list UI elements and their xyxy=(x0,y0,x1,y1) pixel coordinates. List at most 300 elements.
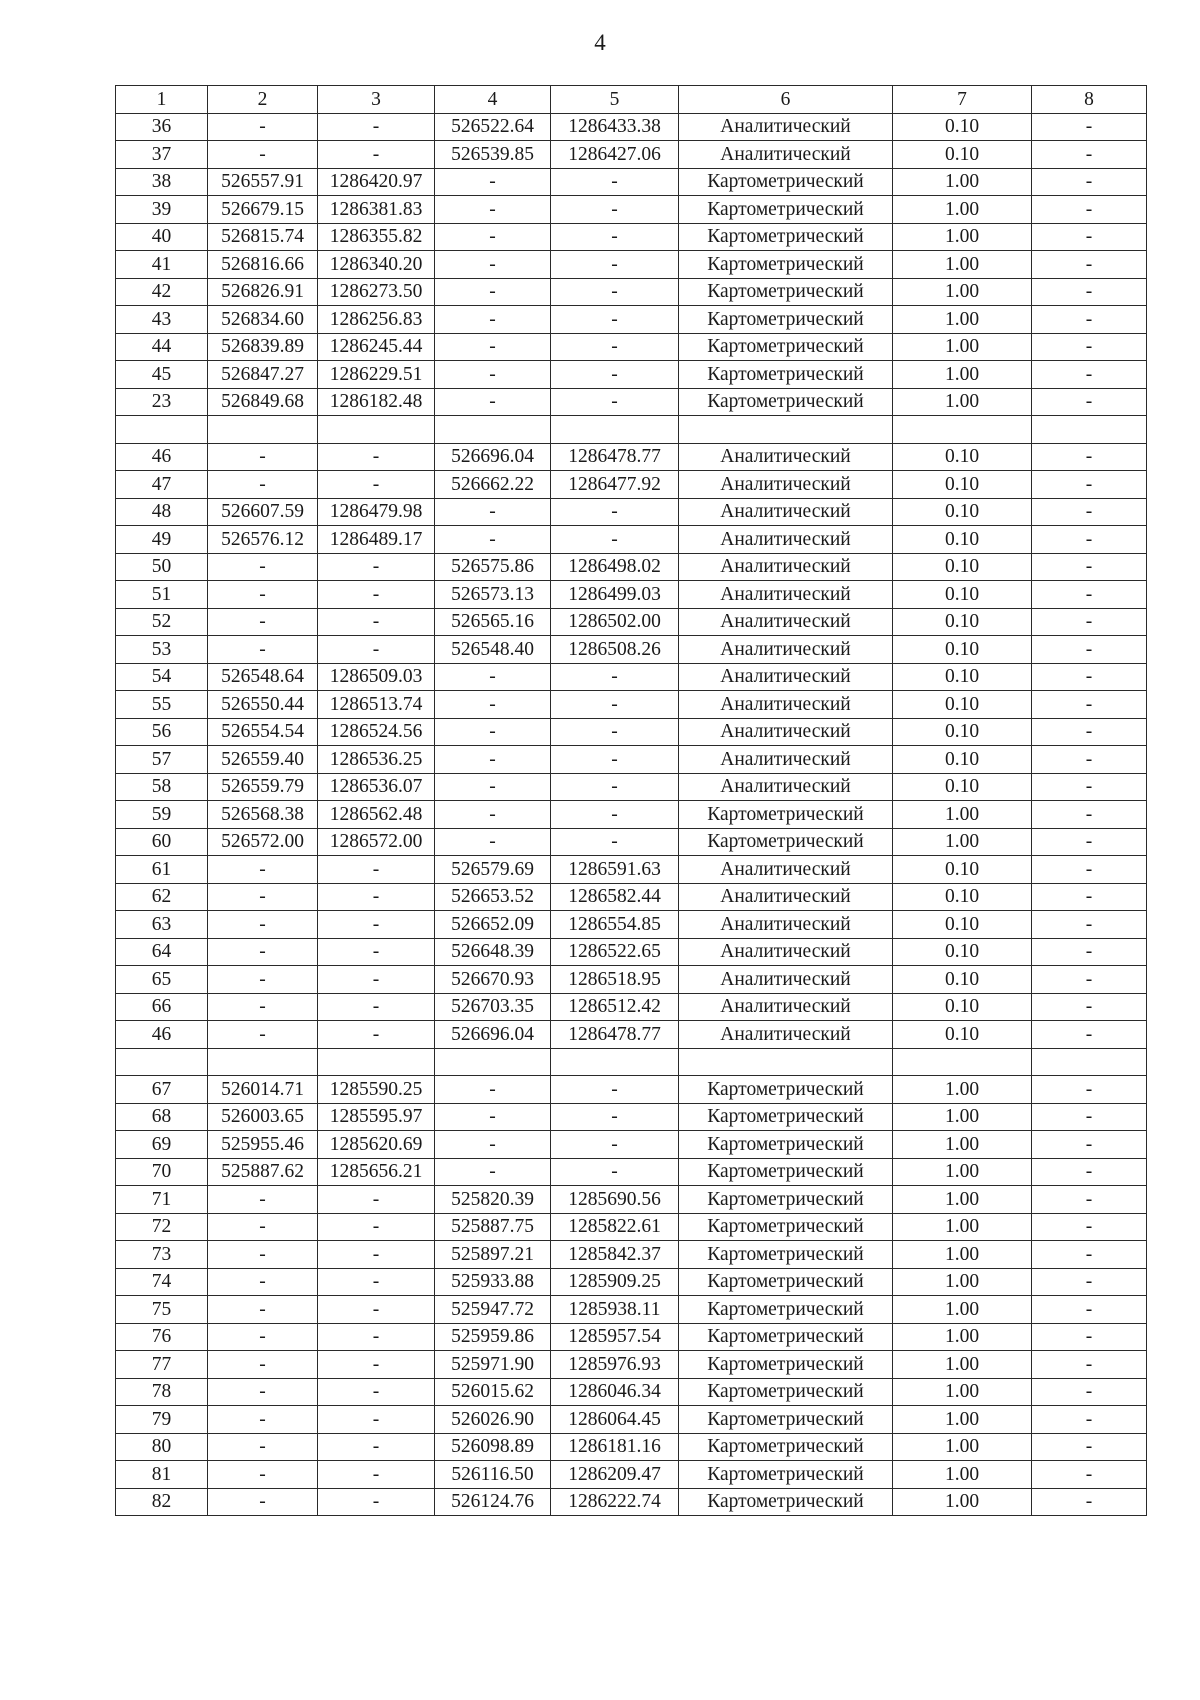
method-cell: Картометрический xyxy=(679,278,893,306)
point-number-cell: 41 xyxy=(116,251,208,279)
table-row xyxy=(116,416,1147,444)
description-cell: - xyxy=(1032,1433,1147,1461)
point-number-cell: 78 xyxy=(116,1378,208,1406)
existing-y-cell: 1286513.74 xyxy=(318,691,435,719)
accuracy-cell: 0.10 xyxy=(893,746,1032,774)
method-cell: Картометрический xyxy=(679,1296,893,1324)
point-number-cell: 40 xyxy=(116,223,208,251)
new-x-cell: 526670.93 xyxy=(435,966,551,994)
existing-y-cell: - xyxy=(318,1433,435,1461)
accuracy-cell: 1.00 xyxy=(893,1268,1032,1296)
existing-x-cell: - xyxy=(208,966,318,994)
new-y-cell: 1286427.06 xyxy=(551,141,679,169)
method-cell: Аналитический xyxy=(679,1021,893,1049)
existing-x-cell: - xyxy=(208,1186,318,1214)
new-y-cell: 1285690.56 xyxy=(551,1186,679,1214)
existing-x-cell: - xyxy=(208,608,318,636)
existing-y-cell: 1286355.82 xyxy=(318,223,435,251)
new-x-cell: 525933.88 xyxy=(435,1268,551,1296)
table-row xyxy=(116,498,1147,526)
column-header: 5 xyxy=(551,86,679,114)
new-y-cell: 1286222.74 xyxy=(551,1488,679,1516)
new-x-cell: - xyxy=(435,498,551,526)
description-cell: - xyxy=(1032,746,1147,774)
point-number-cell: 42 xyxy=(116,278,208,306)
existing-x-cell xyxy=(208,416,318,444)
description-cell: - xyxy=(1032,1103,1147,1131)
accuracy-cell xyxy=(893,1048,1032,1076)
existing-x-cell: - xyxy=(208,1021,318,1049)
point-number-cell: 61 xyxy=(116,856,208,884)
new-y-cell: - xyxy=(551,306,679,334)
existing-x-cell: 526554.54 xyxy=(208,718,318,746)
new-y-cell: - xyxy=(551,691,679,719)
new-x-cell: - xyxy=(435,773,551,801)
new-x-cell: - xyxy=(435,801,551,829)
table-row xyxy=(116,718,1147,746)
new-x-cell: 526026.90 xyxy=(435,1406,551,1434)
table-row xyxy=(116,1461,1147,1489)
point-number-cell: 82 xyxy=(116,1488,208,1516)
description-cell: - xyxy=(1032,883,1147,911)
existing-y-cell: 1286536.25 xyxy=(318,746,435,774)
new-x-cell: - xyxy=(435,526,551,554)
existing-y-cell: 1286536.07 xyxy=(318,773,435,801)
existing-y-cell: 1286256.83 xyxy=(318,306,435,334)
existing-x-cell: 526679.15 xyxy=(208,196,318,224)
existing-y-cell: 1286524.56 xyxy=(318,718,435,746)
new-y-cell: 1286181.16 xyxy=(551,1433,679,1461)
new-x-cell: 525897.21 xyxy=(435,1241,551,1269)
description-cell: - xyxy=(1032,526,1147,554)
new-x-cell: 526116.50 xyxy=(435,1461,551,1489)
new-x-cell xyxy=(435,416,551,444)
method-cell: Аналитический xyxy=(679,636,893,664)
point-number-cell: 63 xyxy=(116,911,208,939)
table-row xyxy=(116,938,1147,966)
point-number-cell: 46 xyxy=(116,1021,208,1049)
new-y-cell: - xyxy=(551,1076,679,1104)
method-cell: Картометрический xyxy=(679,1378,893,1406)
point-number-cell: 55 xyxy=(116,691,208,719)
accuracy-cell: 0.10 xyxy=(893,966,1032,994)
new-x-cell: - xyxy=(435,196,551,224)
existing-y-cell: - xyxy=(318,1213,435,1241)
point-number-cell: 67 xyxy=(116,1076,208,1104)
point-number-cell: 53 xyxy=(116,636,208,664)
new-y-cell: - xyxy=(551,361,679,389)
existing-x-cell: - xyxy=(208,993,318,1021)
method-cell: Картометрический xyxy=(679,388,893,416)
new-y-cell: - xyxy=(551,168,679,196)
existing-y-cell: - xyxy=(318,883,435,911)
accuracy-cell: 1.00 xyxy=(893,1406,1032,1434)
new-y-cell: 1286477.92 xyxy=(551,471,679,499)
description-cell: - xyxy=(1032,1131,1147,1159)
new-x-cell: - xyxy=(435,663,551,691)
new-y-cell: 1286591.63 xyxy=(551,856,679,884)
method-cell: Картометрический xyxy=(679,801,893,829)
accuracy-cell: 0.10 xyxy=(893,443,1032,471)
existing-y-cell: 1286562.48 xyxy=(318,801,435,829)
description-cell: - xyxy=(1032,636,1147,664)
table-row xyxy=(116,966,1147,994)
description-cell: - xyxy=(1032,1213,1147,1241)
point-number-cell: 62 xyxy=(116,883,208,911)
method-cell: Аналитический xyxy=(679,663,893,691)
new-x-cell: 525947.72 xyxy=(435,1296,551,1324)
description-cell: - xyxy=(1032,691,1147,719)
accuracy-cell: 0.10 xyxy=(893,993,1032,1021)
method-cell: Картометрический xyxy=(679,361,893,389)
description-cell: - xyxy=(1032,113,1147,141)
accuracy-cell: 0.10 xyxy=(893,718,1032,746)
existing-y-cell xyxy=(318,416,435,444)
new-y-cell: - xyxy=(551,828,679,856)
new-y-cell xyxy=(551,1048,679,1076)
new-y-cell xyxy=(551,416,679,444)
method-cell: Картометрический xyxy=(679,1351,893,1379)
point-number-cell: 52 xyxy=(116,608,208,636)
description-cell: - xyxy=(1032,663,1147,691)
existing-y-cell: - xyxy=(318,113,435,141)
table-row xyxy=(116,526,1147,554)
point-number-cell: 36 xyxy=(116,113,208,141)
point-number-cell: 37 xyxy=(116,141,208,169)
new-x-cell: 525959.86 xyxy=(435,1323,551,1351)
description-cell: - xyxy=(1032,1268,1147,1296)
new-x-cell: - xyxy=(435,1158,551,1186)
accuracy-cell: 1.00 xyxy=(893,333,1032,361)
new-x-cell: - xyxy=(435,1076,551,1104)
table-row xyxy=(116,1488,1147,1516)
description-cell: - xyxy=(1032,911,1147,939)
existing-x-cell: - xyxy=(208,1268,318,1296)
point-number-cell: 47 xyxy=(116,471,208,499)
new-y-cell: - xyxy=(551,278,679,306)
column-header: 7 xyxy=(893,86,1032,114)
method-cell: Аналитический xyxy=(679,553,893,581)
existing-y-cell: 1286229.51 xyxy=(318,361,435,389)
existing-x-cell: - xyxy=(208,938,318,966)
description-cell: - xyxy=(1032,856,1147,884)
method-cell: Аналитический xyxy=(679,498,893,526)
new-y-cell: 1285976.93 xyxy=(551,1351,679,1379)
description-cell: - xyxy=(1032,471,1147,499)
accuracy-cell: 0.10 xyxy=(893,608,1032,636)
accuracy-cell: 1.00 xyxy=(893,1131,1032,1159)
description-cell: - xyxy=(1032,553,1147,581)
new-x-cell: - xyxy=(435,746,551,774)
existing-y-cell: - xyxy=(318,938,435,966)
new-y-cell: 1285822.61 xyxy=(551,1213,679,1241)
existing-x-cell xyxy=(208,1048,318,1076)
existing-x-cell: - xyxy=(208,471,318,499)
table-row xyxy=(116,1351,1147,1379)
existing-x-cell: 526826.91 xyxy=(208,278,318,306)
new-x-cell: - xyxy=(435,691,551,719)
existing-y-cell: - xyxy=(318,1351,435,1379)
method-cell: Картометрический xyxy=(679,1406,893,1434)
new-x-cell: 526696.04 xyxy=(435,1021,551,1049)
existing-y-cell: - xyxy=(318,911,435,939)
point-number-cell: 38 xyxy=(116,168,208,196)
point-number-cell: 68 xyxy=(116,1103,208,1131)
point-number-cell: 50 xyxy=(116,553,208,581)
point-number-cell: 70 xyxy=(116,1158,208,1186)
method-cell: Картометрический xyxy=(679,1433,893,1461)
column-header: 3 xyxy=(318,86,435,114)
existing-y-cell: - xyxy=(318,1241,435,1269)
point-number-cell: 56 xyxy=(116,718,208,746)
description-cell: - xyxy=(1032,361,1147,389)
existing-x-cell: - xyxy=(208,553,318,581)
accuracy-cell: 1.00 xyxy=(893,1378,1032,1406)
existing-x-cell: - xyxy=(208,1213,318,1241)
new-y-cell: 1286508.26 xyxy=(551,636,679,664)
point-number-cell: 65 xyxy=(116,966,208,994)
accuracy-cell: 1.00 xyxy=(893,1186,1032,1214)
existing-x-cell: 526839.89 xyxy=(208,333,318,361)
point-number-cell xyxy=(116,1048,208,1076)
existing-x-cell: 526834.60 xyxy=(208,306,318,334)
method-cell: Картометрический xyxy=(679,223,893,251)
existing-y-cell: - xyxy=(318,993,435,1021)
existing-x-cell: 526557.91 xyxy=(208,168,318,196)
new-x-cell: - xyxy=(435,306,551,334)
table-row xyxy=(116,251,1147,279)
new-x-cell: 526015.62 xyxy=(435,1378,551,1406)
table-row xyxy=(116,141,1147,169)
method-cell: Картометрический xyxy=(679,168,893,196)
new-y-cell: - xyxy=(551,333,679,361)
accuracy-cell: 0.10 xyxy=(893,113,1032,141)
point-number-cell: 59 xyxy=(116,801,208,829)
new-y-cell: 1286209.47 xyxy=(551,1461,679,1489)
existing-y-cell: 1285656.21 xyxy=(318,1158,435,1186)
accuracy-cell: 1.00 xyxy=(893,1461,1032,1489)
method-cell: Аналитический xyxy=(679,608,893,636)
accuracy-cell: 1.00 xyxy=(893,828,1032,856)
new-x-cell: - xyxy=(435,388,551,416)
new-x-cell: 525887.75 xyxy=(435,1213,551,1241)
point-number-cell: 54 xyxy=(116,663,208,691)
description-cell: - xyxy=(1032,1351,1147,1379)
point-number-cell: 39 xyxy=(116,196,208,224)
new-x-cell: 526539.85 xyxy=(435,141,551,169)
existing-x-cell: - xyxy=(208,1296,318,1324)
new-y-cell: 1285909.25 xyxy=(551,1268,679,1296)
header-row xyxy=(116,86,1147,114)
new-x-cell: 526522.64 xyxy=(435,113,551,141)
new-x-cell: 526662.22 xyxy=(435,471,551,499)
new-y-cell: - xyxy=(551,1158,679,1186)
point-number-cell: 73 xyxy=(116,1241,208,1269)
table-row xyxy=(116,1433,1147,1461)
table-row xyxy=(116,608,1147,636)
accuracy-cell: 1.00 xyxy=(893,1433,1032,1461)
accuracy-cell: 1.00 xyxy=(893,168,1032,196)
method-cell: Картометрический xyxy=(679,1158,893,1186)
point-number-cell: 45 xyxy=(116,361,208,389)
table-body xyxy=(116,113,1147,1516)
new-y-cell: - xyxy=(551,773,679,801)
column-header: 6 xyxy=(679,86,893,114)
existing-y-cell: - xyxy=(318,636,435,664)
existing-x-cell: - xyxy=(208,1351,318,1379)
accuracy-cell: 0.10 xyxy=(893,773,1032,801)
method-cell xyxy=(679,1048,893,1076)
description-cell: - xyxy=(1032,1488,1147,1516)
existing-y-cell: - xyxy=(318,1268,435,1296)
new-x-cell: - xyxy=(435,278,551,306)
table-row xyxy=(116,1158,1147,1186)
table-row xyxy=(116,223,1147,251)
accuracy-cell: 1.00 xyxy=(893,251,1032,279)
description-cell: - xyxy=(1032,828,1147,856)
existing-y-cell: - xyxy=(318,1488,435,1516)
column-header: 1 xyxy=(116,86,208,114)
table-row xyxy=(116,168,1147,196)
description-cell: - xyxy=(1032,1076,1147,1104)
new-x-cell: - xyxy=(435,828,551,856)
existing-x-cell: 526014.71 xyxy=(208,1076,318,1104)
method-cell: Картометрический xyxy=(679,306,893,334)
point-number-cell: 80 xyxy=(116,1433,208,1461)
new-x-cell: 526575.86 xyxy=(435,553,551,581)
accuracy-cell: 0.10 xyxy=(893,498,1032,526)
point-number-cell: 44 xyxy=(116,333,208,361)
method-cell: Картометрический xyxy=(679,196,893,224)
point-number-cell xyxy=(116,416,208,444)
accuracy-cell: 1.00 xyxy=(893,1241,1032,1269)
method-cell: Картометрический xyxy=(679,333,893,361)
existing-x-cell: - xyxy=(208,911,318,939)
method-cell: Аналитический xyxy=(679,526,893,554)
existing-y-cell: - xyxy=(318,1323,435,1351)
existing-x-cell: - xyxy=(208,1378,318,1406)
description-cell: - xyxy=(1032,1323,1147,1351)
table-row xyxy=(116,443,1147,471)
existing-x-cell: 526847.27 xyxy=(208,361,318,389)
new-x-cell: 526579.69 xyxy=(435,856,551,884)
coordinates-table xyxy=(115,85,1147,1516)
new-x-cell: 526696.04 xyxy=(435,443,551,471)
method-cell: Аналитический xyxy=(679,443,893,471)
description-cell: - xyxy=(1032,1158,1147,1186)
method-cell: Аналитический xyxy=(679,471,893,499)
new-y-cell: 1286554.85 xyxy=(551,911,679,939)
table-row xyxy=(116,1406,1147,1434)
existing-x-cell: 526815.74 xyxy=(208,223,318,251)
method-cell: Картометрический xyxy=(679,1186,893,1214)
description-cell: - xyxy=(1032,251,1147,279)
description-cell: - xyxy=(1032,1461,1147,1489)
description-cell: - xyxy=(1032,498,1147,526)
method-cell: Картометрический xyxy=(679,1131,893,1159)
existing-y-cell: - xyxy=(318,1021,435,1049)
existing-y-cell: 1286509.03 xyxy=(318,663,435,691)
table-row xyxy=(116,911,1147,939)
method-cell xyxy=(679,416,893,444)
page-number: 4 xyxy=(594,30,606,55)
description-cell xyxy=(1032,1048,1147,1076)
existing-x-cell: - xyxy=(208,1461,318,1489)
accuracy-cell xyxy=(893,416,1032,444)
table-row xyxy=(116,113,1147,141)
existing-y-cell: - xyxy=(318,1406,435,1434)
description-cell: - xyxy=(1032,1378,1147,1406)
existing-x-cell: - xyxy=(208,113,318,141)
table-row xyxy=(116,993,1147,1021)
existing-x-cell: 526849.68 xyxy=(208,388,318,416)
table-row xyxy=(116,1378,1147,1406)
table-row xyxy=(116,1241,1147,1269)
new-y-cell: - xyxy=(551,663,679,691)
existing-x-cell: 526550.44 xyxy=(208,691,318,719)
method-cell: Аналитический xyxy=(679,773,893,801)
accuracy-cell: 1.00 xyxy=(893,1488,1032,1516)
table-row xyxy=(116,746,1147,774)
description-cell: - xyxy=(1032,1406,1147,1434)
existing-y-cell: - xyxy=(318,966,435,994)
point-number-cell: 58 xyxy=(116,773,208,801)
existing-x-cell: 525955.46 xyxy=(208,1131,318,1159)
description-cell: - xyxy=(1032,443,1147,471)
existing-x-cell: 526559.40 xyxy=(208,746,318,774)
table-header xyxy=(116,86,1147,114)
point-number-cell: 23 xyxy=(116,388,208,416)
point-number-cell: 79 xyxy=(116,1406,208,1434)
new-y-cell: 1285842.37 xyxy=(551,1241,679,1269)
table-row xyxy=(116,828,1147,856)
accuracy-cell: 0.10 xyxy=(893,938,1032,966)
description-cell: - xyxy=(1032,1186,1147,1214)
point-number-cell: 64 xyxy=(116,938,208,966)
table-row xyxy=(116,1296,1147,1324)
column-header: 2 xyxy=(208,86,318,114)
new-x-cell: - xyxy=(435,333,551,361)
table-row xyxy=(116,1213,1147,1241)
accuracy-cell: 0.10 xyxy=(893,883,1032,911)
description-cell: - xyxy=(1032,168,1147,196)
existing-y-cell: 1286340.20 xyxy=(318,251,435,279)
table-row xyxy=(116,1021,1147,1049)
table-row xyxy=(116,333,1147,361)
accuracy-cell: 0.10 xyxy=(893,471,1032,499)
new-x-cell: - xyxy=(435,223,551,251)
point-number-cell: 69 xyxy=(116,1131,208,1159)
method-cell: Картометрический xyxy=(679,1268,893,1296)
description-cell: - xyxy=(1032,773,1147,801)
point-number-cell: 71 xyxy=(116,1186,208,1214)
existing-y-cell: 1286420.97 xyxy=(318,168,435,196)
existing-x-cell: - xyxy=(208,443,318,471)
method-cell: Аналитический xyxy=(679,691,893,719)
new-y-cell: 1286433.38 xyxy=(551,113,679,141)
new-y-cell: - xyxy=(551,498,679,526)
accuracy-cell: 0.10 xyxy=(893,553,1032,581)
new-x-cell: - xyxy=(435,361,551,389)
accuracy-cell: 0.10 xyxy=(893,636,1032,664)
new-x-cell: 525971.90 xyxy=(435,1351,551,1379)
new-x-cell: - xyxy=(435,1131,551,1159)
new-x-cell: 526573.13 xyxy=(435,581,551,609)
table-row xyxy=(116,1048,1147,1076)
method-cell: Картометрический xyxy=(679,1461,893,1489)
new-y-cell: - xyxy=(551,746,679,774)
description-cell: - xyxy=(1032,993,1147,1021)
